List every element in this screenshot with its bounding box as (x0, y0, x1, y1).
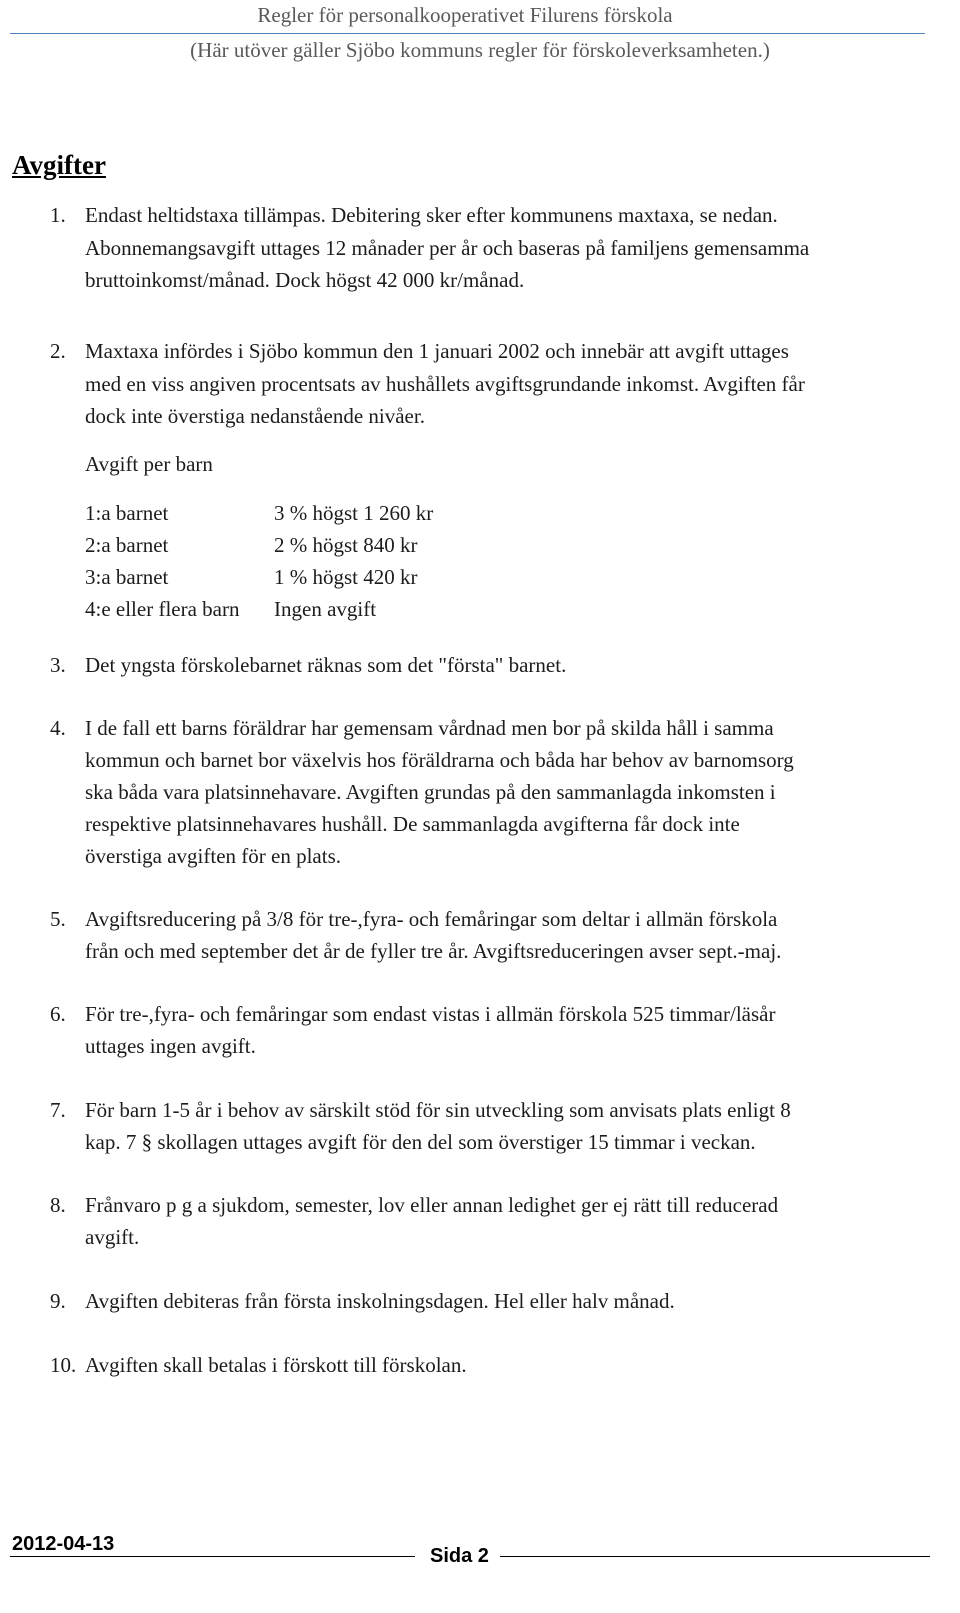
list-number: 2. (50, 339, 66, 363)
list-number: 5. (50, 907, 66, 931)
fee-value: 3 % högst 1 260 kr (274, 501, 434, 525)
list-number: 4. (50, 716, 66, 740)
list-text-line: Avgiften skall betalas i förskott till förskolan. (85, 1353, 467, 1377)
list-number: 3. (50, 653, 66, 677)
list-text-line: respektive platsinnehavares hushåll. De sammanlagda avgifterna får dock inte (85, 812, 740, 836)
list-text-line: avgift. (85, 1225, 140, 1249)
list-text-line: För barn 1-5 år i behov av särskilt stöd för sin utveckling som anvisats plats enligt 8 (85, 1098, 791, 1122)
list-text-line: Abonnemangsavgift uttages 12 månader per år och baseras på familjens gemensamma (85, 235, 810, 260)
list-number: 6. (50, 1002, 66, 1026)
list-number: 10. (50, 1353, 77, 1377)
fee-value: 2 % högst 840 kr (274, 533, 418, 557)
list-number: 7. (50, 1098, 66, 1122)
header-divider (10, 33, 925, 34)
list-text-line: ska båda vara platsinnehavare. Avgiften grundas på den sammanlagda inkomsten i (85, 780, 776, 804)
list-number: 8. (50, 1193, 66, 1217)
fee-child: 1:a barnet (85, 501, 169, 525)
fee-value: Ingen avgift (274, 597, 377, 621)
footer-page-number: Sida 2 (430, 1545, 489, 1567)
fee-child: 2:a barnet (85, 533, 169, 557)
header-title: Regler för personalkooperativet Filurens förskola (257, 3, 673, 27)
section-title: Avgifter (12, 150, 106, 180)
list-text-line: I de fall ett barns föräldrar har gemensam vårdnad men bor på skilda håll i samma (85, 716, 774, 740)
list-text-line: från och med september det år de fyller tre år. Avgiftsreduceringen avser sept.-maj. (85, 939, 782, 963)
list-text-line: överstiga avgiften för en plats. (85, 844, 341, 868)
list-text-line: med en viss angiven procentsats av hushållets avgiftsgrundande inkomst. Avgiften får (85, 371, 805, 396)
fee-table-heading: Avgift per barn (85, 452, 213, 476)
list-text-line: Frånvaro p g a sjukdom, semester, lov eller annan ledighet ger ej rätt till reducerad (85, 1193, 779, 1217)
list-text-line: Avgiftsreducering på 3/8 för tre-,fyra- och femåringar som deltar i allmän förskola (85, 907, 778, 931)
list-text-line: Det yngsta förskolebarnet räknas som det "första" barnet. (85, 653, 567, 677)
list-number: 9. (50, 1289, 66, 1313)
footer-date: 2012-04-13 (12, 1533, 115, 1555)
list-text-line: Endast heltidstaxa tillämpas. Debitering sker efter kommunens maxtaxa, se nedan. (85, 203, 778, 227)
list-number: 1. (50, 203, 66, 227)
list-text-line: uttages ingen avgift. (85, 1034, 256, 1058)
fee-value: 1 % högst 420 kr (274, 565, 418, 589)
list-text-line: För tre-,fyra- och femåringar som endast vistas i allmän förskola 525 timmar/läsår (85, 1002, 776, 1026)
list-text-line: Avgiften debiteras från första inskolningsdagen. Hel eller halv månad. (85, 1289, 675, 1313)
header-subtitle: (Här utöver gäller Sjöbo kommuns regler för förskoleverksamheten.) (190, 38, 770, 62)
list-text-line: kap. 7 § skollagen uttages avgift för den del som överstiger 15 timmar i veckan. (85, 1130, 756, 1154)
list-text-line: dock inte överstiga nedanstående nivåer. (85, 404, 425, 428)
list-text-line: bruttoinkomst/månad. Dock högst 42 000 kr/månad. (85, 268, 525, 292)
fee-child: 4:e eller flera barn (85, 597, 240, 621)
fee-child: 3:a barnet (85, 565, 169, 589)
list-text-line: Maxtaxa infördes i Sjöbo kommun den 1 januari 2002 och innebär att avgift uttages (85, 339, 789, 363)
list-text-line: kommun och barnet bor växelvis hos föräldrarna och båda har behov av barnomsorg (85, 748, 794, 772)
